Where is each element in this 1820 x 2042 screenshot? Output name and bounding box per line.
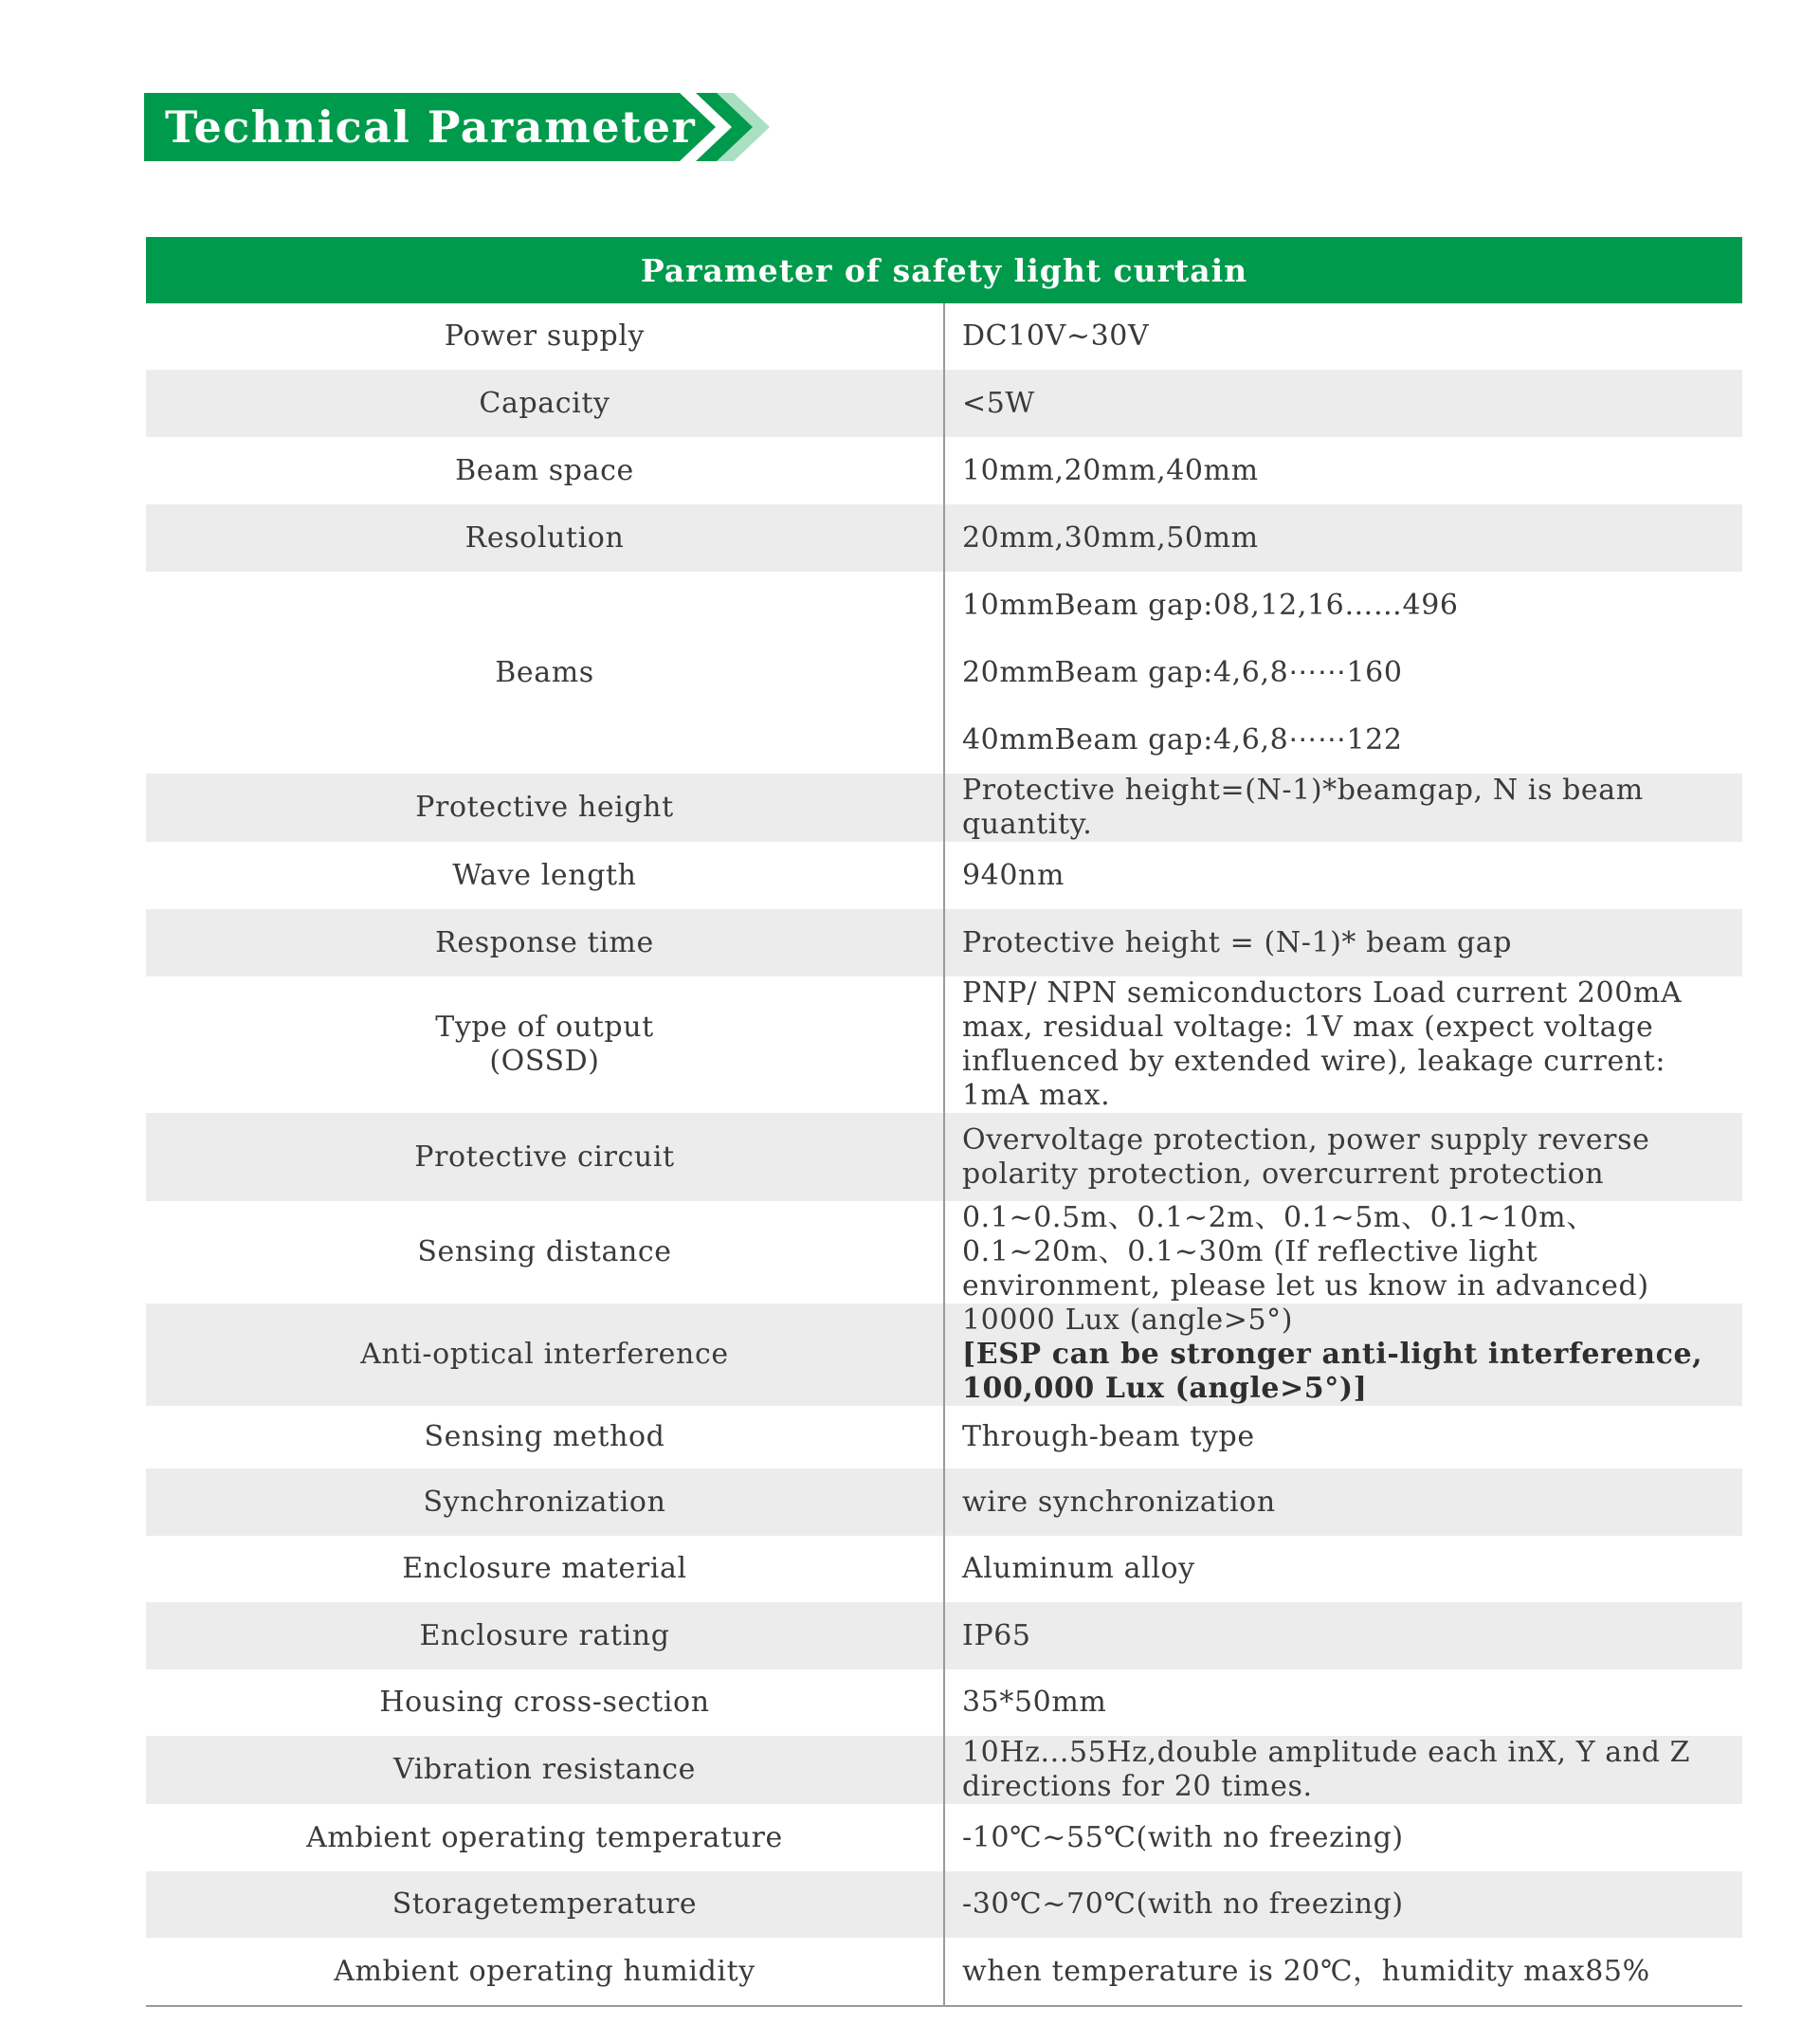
table-row-storage-temperature [146, 1871, 1742, 1938]
row-label-line1: Type of output [435, 1011, 654, 1044]
row-label: Vibration resistance [146, 1736, 944, 1804]
table-row-resolution [146, 504, 1742, 572]
row-label: Protective circuit [146, 1113, 944, 1201]
table-row-ambient-operating-humidity [146, 1938, 1742, 2006]
row-label-line2: (OSSD) [489, 1045, 600, 1078]
table-row-response-time [146, 909, 1742, 976]
row-label: Synchronization [146, 1468, 944, 1536]
row-value: 35*50mm [962, 1686, 1107, 1719]
row-value: Protective height=(N-1)*beamgap, N is beam quantity. [944, 774, 1742, 842]
row-value: 10Hz...55Hz,double amplitude each inX, Y and Z directions for 20 times. [944, 1736, 1742, 1804]
row-value [944, 572, 1742, 774]
table-row-wave-length [146, 842, 1742, 909]
row-label: Protective height [146, 774, 944, 842]
table-row-protective-height [146, 774, 1742, 842]
row-label: Storagetemperature [146, 1871, 944, 1938]
row-label: Enclosure rating [146, 1602, 944, 1669]
row-label: Ambient operating humidity [146, 1938, 944, 2006]
parameter-table [146, 237, 1742, 2007]
row-value: DC10V~30V [962, 319, 1150, 353]
row-value: Aluminum alloy [962, 1552, 1195, 1585]
table-row-beams [146, 572, 1742, 774]
table-row-sensing-distance [146, 1201, 1742, 1304]
row-value: <5W [944, 370, 1742, 437]
row-value [944, 1304, 1742, 1406]
row-label: Response time [146, 909, 944, 976]
row-label: Beams [146, 572, 944, 774]
table-row-vibration-resistance [146, 1736, 1742, 1804]
row-label: Ambient operating temperature [146, 1804, 944, 1871]
row-label: Sensing distance [146, 1201, 944, 1304]
anti-interference-standard: 10000 Lux (angle>5°) [962, 1304, 1294, 1337]
table-row-sensing-method [146, 1406, 1742, 1468]
table-row-enclosure-material [146, 1536, 1742, 1602]
table-row-ambient-operating-temperature [146, 1804, 1742, 1871]
row-label: Beam space [146, 437, 944, 504]
table-row-power-supply [146, 303, 1742, 370]
beams-20mm: 20mmBeam gap:4,6,8⋯⋯160 [962, 656, 1403, 689]
row-value: PNP/ NPN semiconductors Load current 200mA max, residual voltage: 1V max (expect voltage influenced by extended wire), leakage current: 1mA max. [962, 976, 1683, 1112]
row-label: Capacity [146, 370, 944, 437]
beams-40mm: 40mmBeam gap:4,6,8⋯⋯122 [962, 723, 1403, 757]
table-row-type-of-output [146, 976, 1742, 1113]
row-label: Sensing method [146, 1406, 944, 1468]
row-label: Wave length [146, 842, 944, 909]
row-label: Housing cross-section [146, 1669, 944, 1736]
section-heading-banner [144, 93, 770, 161]
row-value: Protective height = (N-1)* beam gap [944, 909, 1742, 976]
table-row-synchronization [146, 1468, 1742, 1536]
row-value: -10℃~55℃(with no freezing) [962, 1820, 1404, 1854]
table-row-capacity [146, 370, 1742, 437]
row-value: when temperature is 20℃，humidity max85% [944, 1938, 1742, 2006]
table-header-row [146, 237, 1742, 303]
row-value: Through-beam type [962, 1420, 1255, 1453]
table-title: Parameter of safety light curtain [146, 237, 1742, 303]
row-value: 940nm [962, 858, 1065, 892]
table-row-anti-optical-interference [146, 1304, 1742, 1406]
row-value: 0.1~0.5m、0.1~2m、0.1~5m、0.1~10m、0.1~20m、0.1~30m (If reflective light environment, please let us know in advanced) [962, 1201, 1649, 1303]
row-value: wire synchronization [944, 1468, 1742, 1536]
page-title: Technical Parameter [165, 101, 697, 153]
row-value: 20mm,30mm,50mm [944, 504, 1742, 572]
row-label [146, 976, 944, 1113]
row-value: IP65 [944, 1602, 1742, 1669]
row-value: Overvoltage protection, power supply reverse polarity protection, overcurrent protection [944, 1113, 1742, 1201]
table-row-enclosure-rating [146, 1602, 1742, 1669]
anti-interference-esp-note: [ESP can be stronger anti-light interference, 100,000 Lux (angle>5°)] [962, 1338, 1703, 1405]
table-row-beam-space [146, 437, 1742, 504]
beams-10mm: 10mmBeam gap:08,12,16……496 [962, 589, 1459, 622]
row-label: Power supply [146, 303, 944, 370]
row-label: Anti-optical interference [146, 1304, 944, 1406]
row-value: -30℃~70℃(with no freezing) [944, 1871, 1742, 1938]
table-row-housing-cross-section [146, 1669, 1742, 1736]
row-label: Enclosure material [146, 1536, 944, 1602]
table-row-protective-circuit [146, 1113, 1742, 1201]
row-value: 10mm,20mm,40mm [962, 453, 1259, 487]
row-label: Resolution [146, 504, 944, 572]
